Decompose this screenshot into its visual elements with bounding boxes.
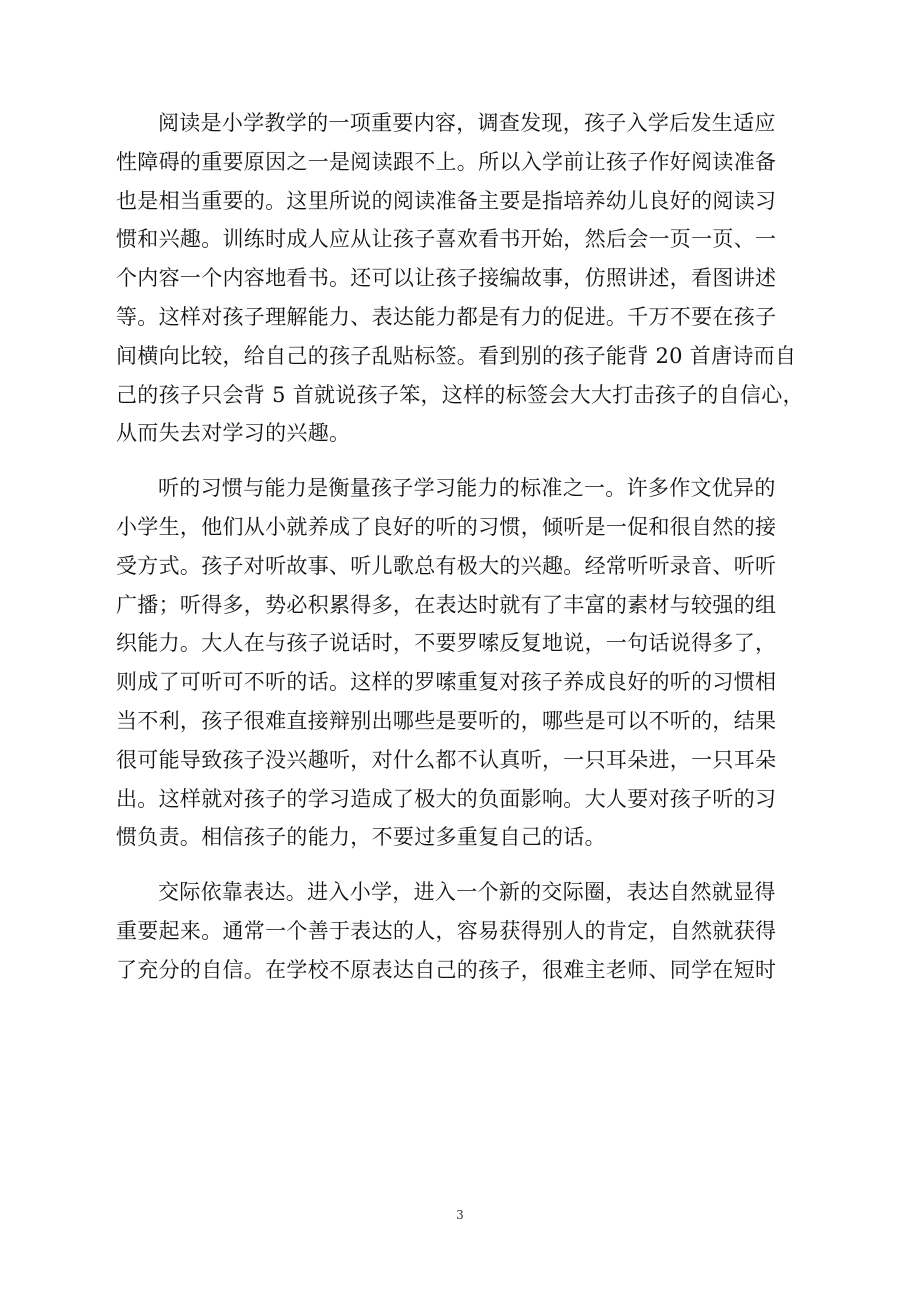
text-line: 惯和兴趣。训练时成人应从让孩子喜欢看书开始，然后会一页一页、一 [116, 227, 777, 252]
text-line: 了充分的自信。在学校不原表达自己的孩子，很难主老师、同学在短时 [116, 957, 777, 982]
page-number: 3 [456, 1208, 464, 1222]
text-line: 己的孩子只会背 5 首就说孩子笨，这样的标签会大大打击孩子的自信心， [116, 382, 804, 407]
text-line: 广播；听得多，势必积累得多，在表达时就有了丰富的素材与较强的组 [116, 592, 777, 617]
text-line: 从而失去对学习的兴趣。 [116, 421, 351, 446]
body-text [116, 104, 806, 1006]
paragraph-expression [116, 873, 806, 989]
paragraph-reading [116, 104, 806, 453]
text-line: 听的习惯与能力是衡量孩子学习能力的标准之一。许多作文优异的 [158, 476, 776, 501]
text-line: 交际依靠表达。进入小学，进入一个新的交际圈，表达自然就显得 [158, 880, 776, 905]
text-line: 织能力。大人在与孩子说话时，不要罗嗦反复地说，一句话说得多了， [116, 631, 777, 656]
text-line: 重要起来。通常一个善于表达的人，容易获得别人的肯定，自然就获得 [116, 918, 777, 943]
text-line: 受方式。孩子对听故事、听儿歌总有极大的兴趣。经常听听录音、听听 [116, 553, 777, 578]
text-line: 很可能导致孩子没兴趣听，对什么都不认真听，一只耳朵进，一只耳朵 [116, 747, 777, 772]
text-line: 惯负责。相信孩子的能力，不要过多重复自己的话。 [116, 825, 606, 850]
text-line: 当不利，孩子很难直接辩别出哪些是要听的，哪些是可以不听的，结果 [116, 708, 777, 733]
text-line: 也是相当重要的。这里所说的阅读准备主要是指培养幼儿良好的阅读习 [116, 188, 777, 213]
text-line: 出。这样就对孩子的学习造成了极大的负面影响。大人要对孩子听的习 [116, 786, 777, 811]
text-line: 性障碍的重要原因之一是阅读跟不上。所以入学前让孩子作好阅读准备 [116, 149, 777, 174]
text-line: 则成了可听可不听的话。这样的罗嗦重复对孩子养成良好的听的习惯相 [116, 670, 777, 695]
text-line: 阅读是小学教学的一项重要内容，调查发现，孩子入学后发生适应 [158, 111, 776, 135]
text-line: 小学生，他们从小就养成了良好的听的习惯，倾听是一促和很自然的接 [116, 514, 777, 539]
text-line: 间横向比较，给自己的孩子乱贴标签。看到别的孩子能背 20 首唐诗而自 [116, 343, 797, 368]
text-line: 个内容一个内容地看书。还可以让孩子接编故事，仿照讲述，看图讲述 [116, 266, 777, 291]
paragraph-listening [116, 469, 806, 857]
text-line: 等。这样对孩子理解能力、表达能力都是有力的促进。千万不要在孩子 [116, 304, 777, 329]
